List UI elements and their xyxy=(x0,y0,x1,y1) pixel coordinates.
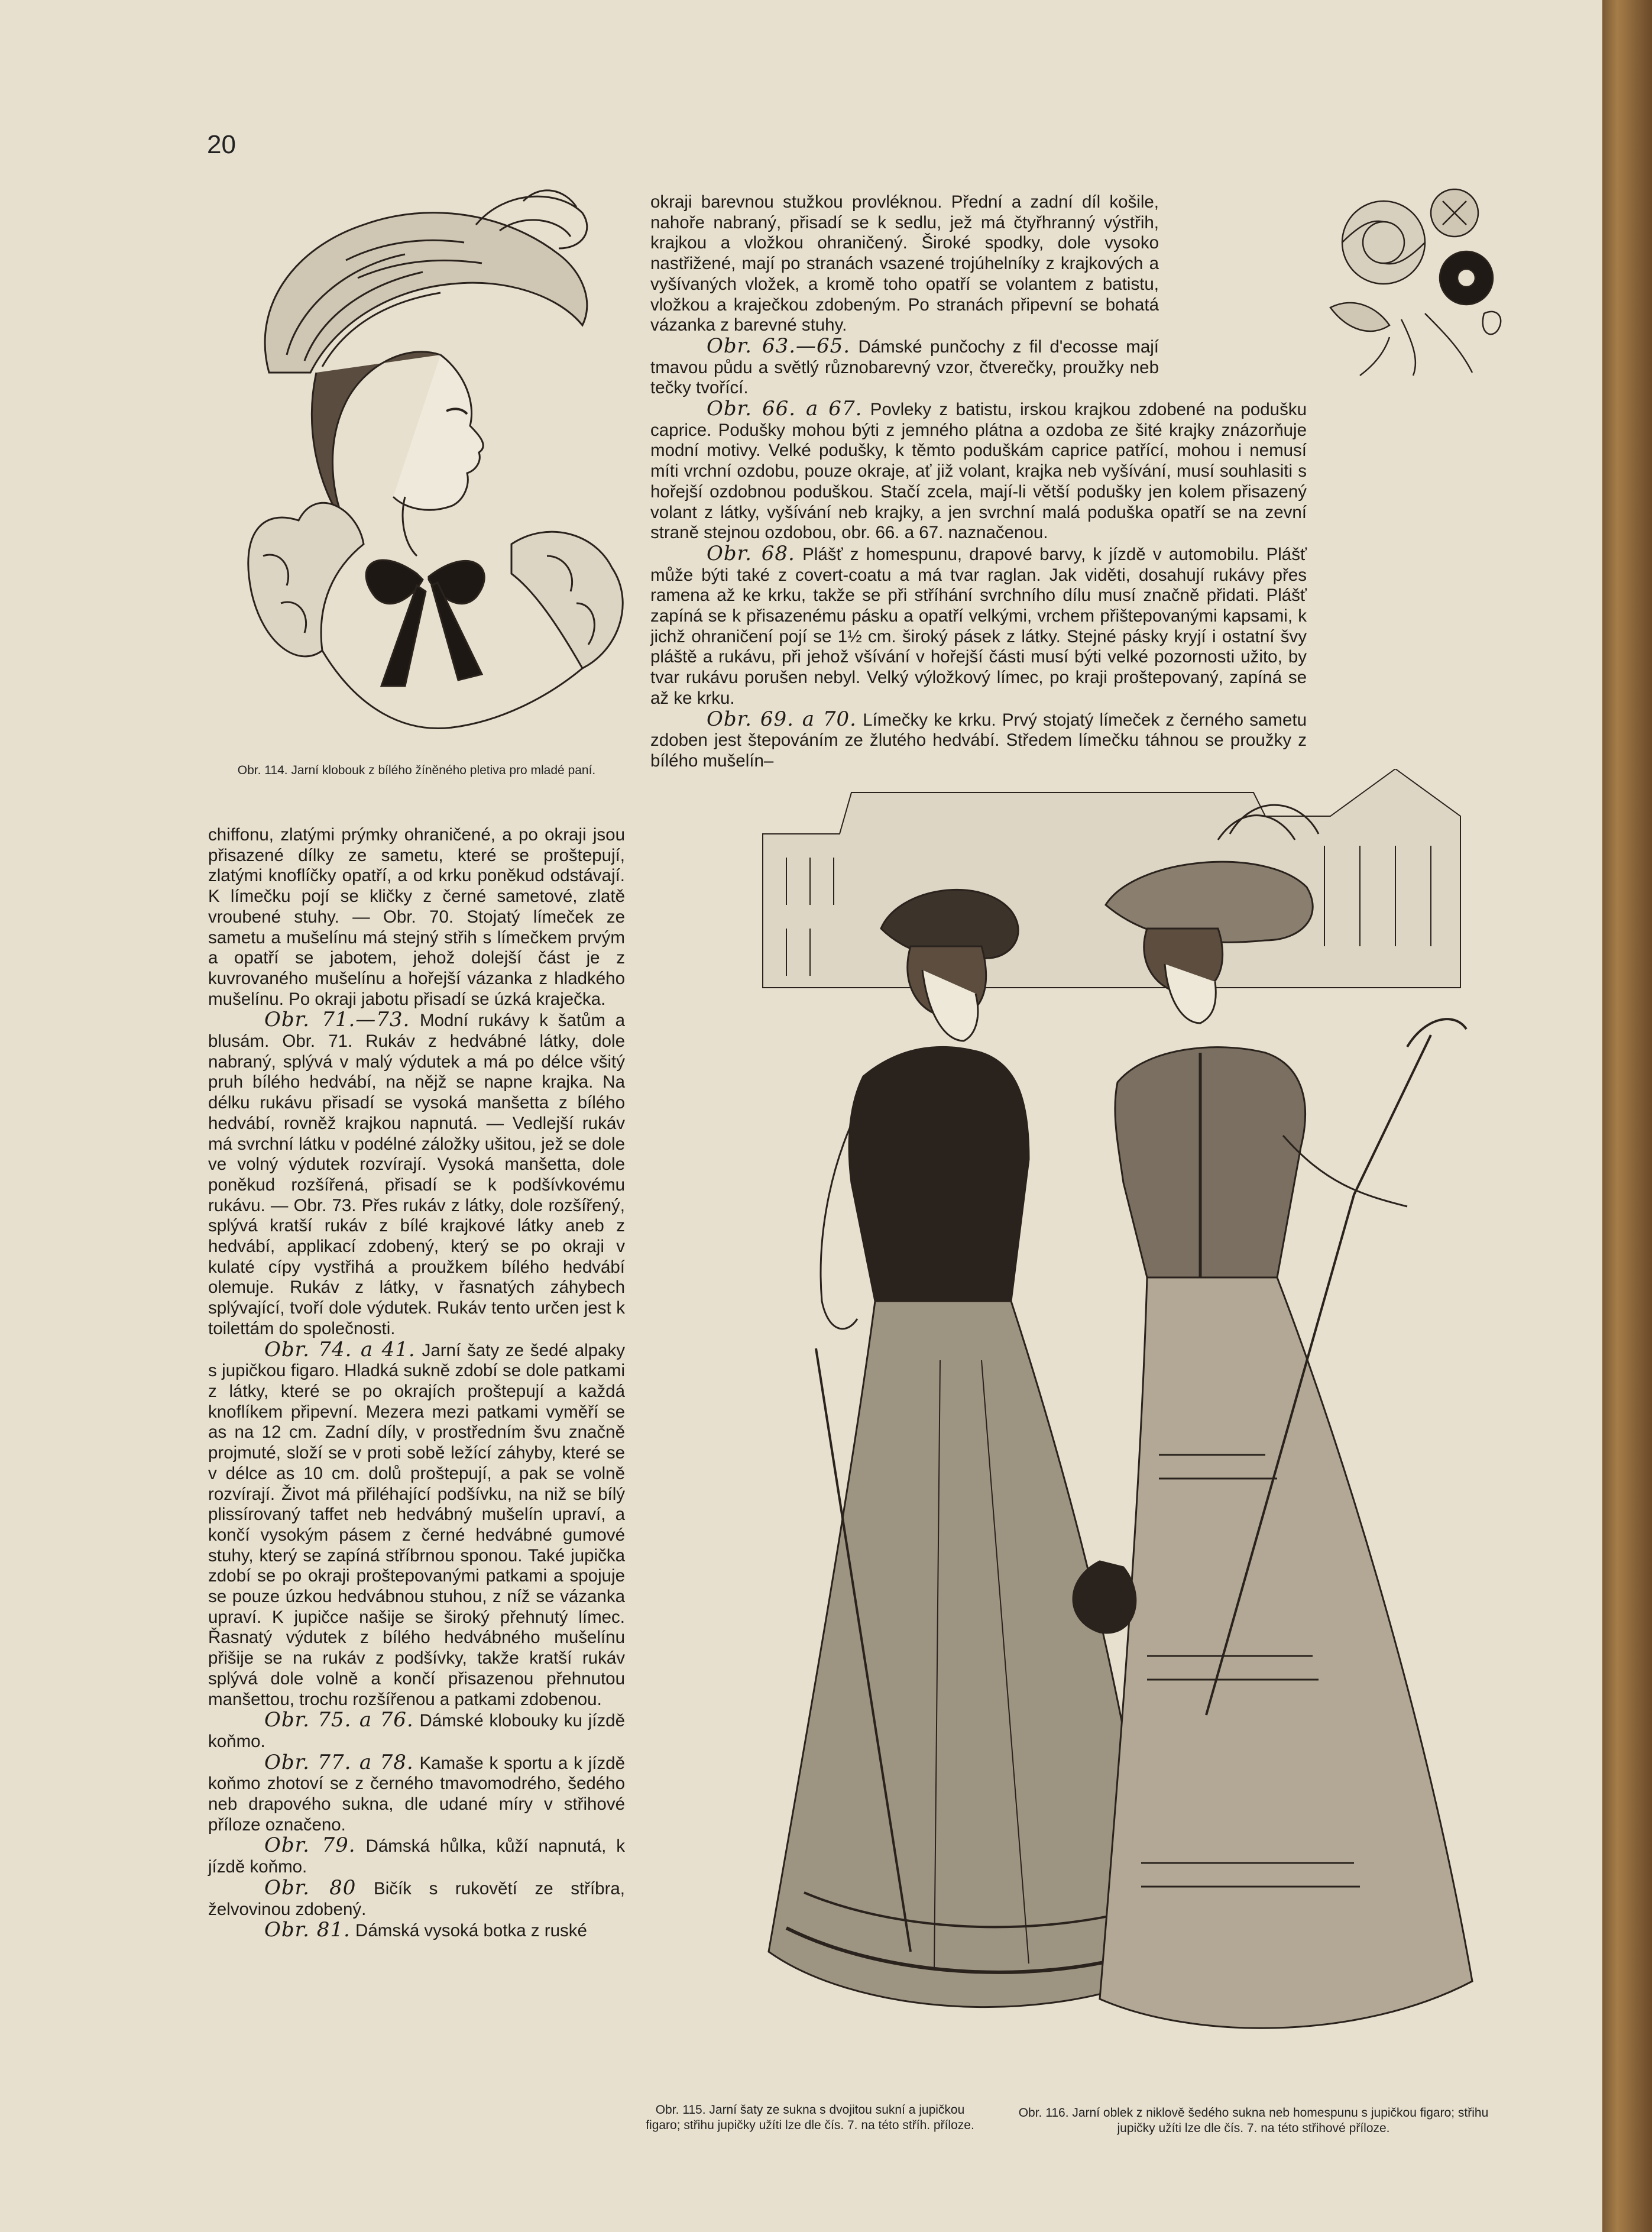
paragraph-obr-81: Obr. 81. Dámská vysoká botka z ruské xyxy=(264,1918,587,1942)
paragraph-obr-71-73: Obr. 71.—73. Modní rukávy k šatům a blusám. Obr. 71. Rukáv z hedvábné látky, dole nabraný, splývá v malý výdutek a má po délce všitý pruh bílého hedvábí, na nějž se napne krajka. Na délku rukávu přisadí se vysoká manšetta z bílého hedvábí, rovněž krajkou napnutá. — Vedlejší rukáv má svrchní látku v podélné záložky ušitou, jež se dole ve volný výdutek rozvírají. Vysoká manšetta, dole poněkud rozšířená, přisadí se k podšívkovému rukávu. — Obr. 73. Přes rukáv z látky, dole rozšířený, splývá kratší rukáv z bílé krajkové látky aneb z hedvábí, applikací zdobený, který se po okraji v kulaté cípy vystřihá a proužkem bílého hedvábí olemuje. Rukáv z látky, v řasnatých záhybech splývající, tvoří dole výdutek. Rukáv tento určen jest k toilettám do společnosti. xyxy=(208,1008,625,1338)
caption-figure-116: Obr. 116. Jarní oblek z niklově šedého sukna neb homespunu s jupičkou figaro; střihu jupičky užíti lze dle čís. 7. na této střihové příloze. xyxy=(1018,2106,1489,2135)
figure-ref: Obr. 77. a 78. xyxy=(264,1750,414,1774)
paragraph-obr-68: Obr. 68. Plášť z homespunu, drapové barvy, k jízdě v automobilu. Plášť může býti také z covert-coatu a má tvar raglan. Jak viděti, dosahují rukávy přes ramena až ke krku, takže se při stříhání svrchního dílu musí značně přidati. Plášť zapíná se k přisazenému pásku a opatří velkými, vrchem přištepovanými kapsami, k jichž ohraničení pojí se 1½ cm. široký pásek z látky. Stejné pásky kryjí i ostatní švy pláště a rukávu, při jehož všívání v hořejší části musí býti velké pozornosti užito, by tvar rukávu porušen nebyl. Velký výložkový límec, po kraji proštepovaný, zapíná se až ke krku. xyxy=(650,541,1307,708)
paragraph-obr-74-41: Obr. 74. a 41. Jarní šaty ze šedé alpaky s jupičkou figaro. Hladká sukně zdobí se dole patkami z látky, které se po okrajích proštepují a každá knoflíkem připevní. Mezera mezi patkami vyměří se as na 12 cm. Zadní díly, v prostředním švu značně projmuté, složí se v proti sobě ležící záhyby, které se v délce as 10 cm. dolů proštepují, a pak se volně rozvírají. Život má přiléhající podšívku, na niž se bílý plissírovaný taffet neb hedvábný mušelín upraví, a končí vysokým pásem z černé hedvábné gumové stuhy, který se zapíná stříbrnou sponou. Také jupička zdobí se po okraji proštepovanými patkami a spojuje se pouze úzkou hedvábnou stuhou, z níž se vázanka upraví. K jupičce našije se široký přehnutý límec. Řasnatý výdutek z bílého hedvábného mušelínu přišije se na rukáv z podšívky, takže kratší rukáv splývá dole volně a končí přisazenou přehnutou manšettou, trochu rozšířenou a patkami zdobenou. xyxy=(208,1337,625,1709)
figure-ref: Obr. 74. a 41. xyxy=(264,1337,416,1361)
figure-ref: Obr. 69. a 70. xyxy=(707,707,857,731)
figure-115-116-two-ladies-illustration xyxy=(733,769,1561,2088)
paragraph-obr-80: Obr. 80 Bičík s rukovětí ze stříbra, želvovinou zdobený. xyxy=(208,1875,625,1919)
figure-ref: Obr. 66. a 67. xyxy=(707,397,863,421)
caption-figure-115: Obr. 115. Jarní šaty ze sukna s dvojitou sukní a jupičkou figaro; střihu jupičky užíti lze dle čís. 7. na této stříh. příloze. xyxy=(646,2103,974,2132)
left-column-text xyxy=(208,825,625,1942)
paragraph-obr-66-67: Obr. 66. a 67. Povleky z batistu, irskou krajkou zdobené na podušku caprice. Podušky mohou býti z jemného plátna a ozdoba ze šité krajky znázorňuje modní motivy. Velké podušky, k těmto poduškám caprice patřící, mohou i nemusí míti vrchní ozdobu, pouze okraje, ať již volant, krajka neb vyšívání, musí souhlasiti s hořejší ozdobnou poduškou. Stačí zcela, mají-li větší podušky jen kolem přisazený volant z látky, vyšívání neb krajky, a jen svrchní malá poduška opatří se na zevní straně stejnou ozdobou, obr. 66. a 67. naznačenou. xyxy=(650,397,1307,543)
figure-ref: Obr. 68. xyxy=(707,541,795,565)
figure-ref: Obr. 63.—65. xyxy=(707,334,851,358)
paragraph-obr-69-70: Obr. 69. a 70. Límečky ke krku. Prvý stojatý límeček z černého sametu zdoben jest štepováním ze žlutého hedvábí. Středem límečku táhnou se proužky z bílého mušelín– xyxy=(650,707,1307,771)
figure-ref: Obr. 75. a 76. xyxy=(264,1708,414,1732)
top-right-text xyxy=(650,192,1307,772)
figure-ref: Obr. 71.—73. xyxy=(264,1008,410,1032)
paragraph-obr-77-78: Obr. 77. a 78. Kamaše k sportu a k jízdě koňmo zhotoví se z černého tmavomodrého, šedého neb drapového sukna, dle udané míry v střihové příloze označeno. xyxy=(208,1750,625,1835)
book-binding-edge xyxy=(1602,0,1652,2232)
paragraph-continued: okraji barevnou stužkou provléknou. Přední a zadní díl košile, nahoře nabraný, přisadí se k sedlu, jež má čtyřhranný výstřih, krajkou a vložkou ohraničený. Široké spodky, dole vysoko nastřižené, mají po stranách vsazené trojúhelníky z krajkových a vyšívaných vložek, a kromě toho opatří se volantem z batistu, vložkou a kraječkou zdobeným. Po stranách připevní se bohatá vázanka z barevné stuhy. xyxy=(650,192,1159,335)
paragraph-obr-79: Obr. 79. Dámská hůlka, kůží napnutá, k jízdě koňmo. xyxy=(208,1833,625,1877)
figure-114-hat-illustration xyxy=(228,177,642,745)
flower-bouquet-illustration xyxy=(1307,172,1508,379)
figure-ref: Obr. 79. xyxy=(264,1833,356,1858)
figure-ref: Obr. 81. xyxy=(264,1918,351,1942)
paragraph-obr-63-65: Obr. 63.—65. Dámské punčochy z fil d'ecosse mají tmavou půdu a světlý různobarevný vzor, čtverečky, proužky neb tečky tvořící. xyxy=(650,334,1159,398)
figure-ref: Obr. 80 xyxy=(264,1875,357,1900)
paragraph-continued: chiffonu, zlatými prýmky ohraničené, a po okraji jsou přisazené dílky ze sametu, které se proštepují, zlatými knoflíčky opatří, a od krku poněkud odstávají. K límečku pojí se kličky z černé sametové, zlatě vroubené stuhy. — Obr. 70. Stojatý límeček ze sametu a mušelínu má stejný střih s límečkem prvým a opatří se jabotem, jehož dolejší část je z kuvrovaného mušelínu a hořejší vázanka z hladkého mušelínu. Po okraji jabotu přisadí se úzká kraječka. xyxy=(208,825,625,1009)
paragraph-obr-75-76: Obr. 75. a 76. Dámské klobouky ku jízdě koňmo. xyxy=(208,1708,625,1751)
caption-figure-114: Obr. 114. Jarní klobouk z bílého žíněného pletiva pro mladé paní. xyxy=(237,764,596,777)
page-number: 20 xyxy=(207,130,236,159)
